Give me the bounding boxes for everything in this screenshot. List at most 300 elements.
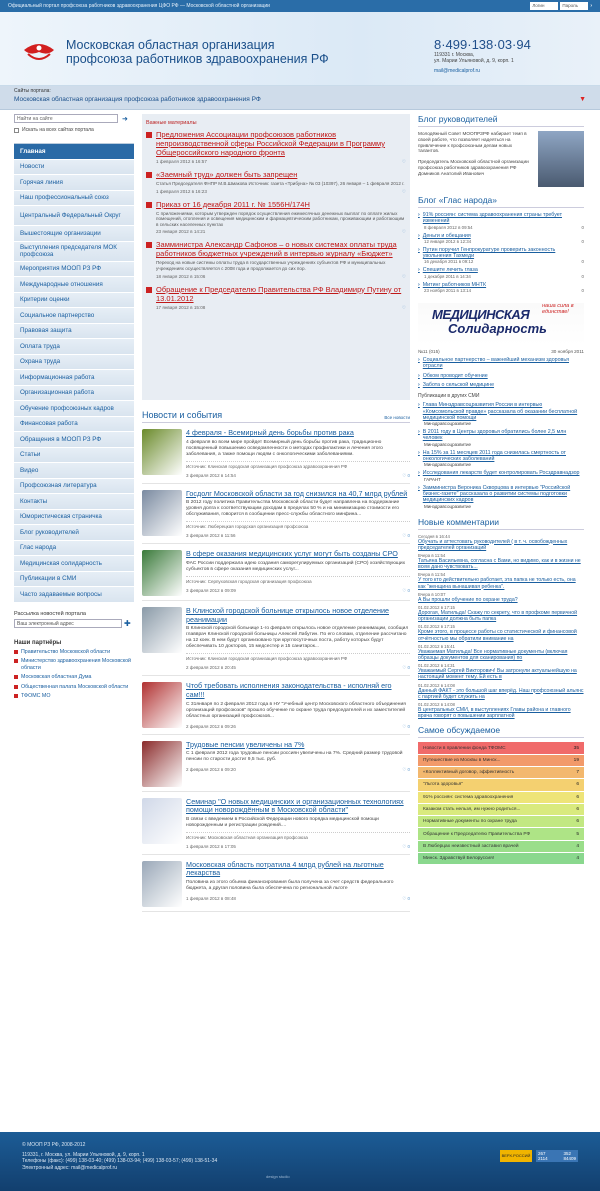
discussed-count: 6: [576, 782, 579, 788]
partner-label: Общественная палата Московской области: [21, 683, 129, 690]
arrow-icon: ›: [418, 429, 420, 436]
news-desc: 4 февраля во всем мире пройдет Всемирный день борьбы против рака, традиционно посвященный повышению осведомленности о методах профилактики и лечения этого заболевания, а также помощи людям с онкологическими заболеваниями.: [186, 439, 383, 457]
newsletter: Рассылка новостей портала Ваш электронный адрес ✚: [14, 610, 131, 628]
comment-date: Вчера в 10:07: [418, 591, 446, 597]
news-content: [186, 550, 410, 596]
important-title: Замминистра Александр Сафонов – о новых системах оплаты труда работников бюджетных учреждений в интервью журналу «Бюджет»: [156, 240, 397, 259]
important-item: [146, 170, 406, 195]
menu-item[interactable]: Оплата труда: [14, 339, 134, 355]
discussed-title: Казаком стать нельзя, им нужно родиться...: [423, 807, 521, 813]
important-meta: [156, 305, 406, 311]
menu-item[interactable]: Статьи: [14, 448, 134, 464]
arrow-icon: ›: [418, 372, 420, 379]
smi-link[interactable]: [418, 470, 584, 476]
news-date: 3 февраля 2012 в 14:54: [186, 472, 236, 478]
news-date: 2 февраля 2012 в 09:20: [186, 767, 236, 773]
union-logo-icon[interactable]: [22, 40, 56, 66]
smi-item: [418, 450, 584, 468]
glas-date: 1 декабря 2011 в 14:34: [424, 273, 471, 279]
menu-item[interactable]: Главная: [14, 144, 134, 160]
footer-email-link[interactable]: mail@medicalprof.ru: [71, 1164, 117, 1171]
search-all-checkbox[interactable]: Искать на всех сайтах портала: [14, 127, 134, 133]
smi-item: [418, 402, 584, 426]
menu-item[interactable]: Мероприятия МООП РЗ РФ: [14, 262, 134, 278]
comment-item: [418, 644, 584, 661]
smi-link[interactable]: [418, 402, 584, 421]
news-title-link[interactable]: В Клинской городской больнице открылось новое отделение реанимации: [186, 606, 389, 624]
solidarity-item: [418, 382, 584, 388]
glas-title-link[interactable]: [418, 247, 584, 260]
glas-title: Митинг работников МНТК: [422, 281, 487, 288]
important-date: 18 января 2012 в 15:06: [156, 273, 206, 279]
menu-item[interactable]: Глас народа: [14, 541, 134, 557]
important-date: 17 января 2012 в 15:08: [156, 304, 206, 310]
partner-link[interactable]: [14, 693, 134, 700]
discussed-title: «Коллективный договор, эффективность: [423, 770, 515, 776]
partner-link[interactable]: [14, 658, 134, 671]
comment-link[interactable]: Татьяна Васильевна, согласна с Вами, но видимо, как и в жизни не всем дано чувствовать...: [418, 557, 581, 571]
comment-item: [418, 553, 584, 570]
red-square-icon: [146, 172, 152, 178]
partner-link[interactable]: [14, 674, 134, 681]
news-date: 1 февраля 2012 в 08:48: [186, 895, 236, 901]
news-content: [186, 682, 410, 729]
comment-icon[interactable]: ♡: [401, 273, 406, 279]
important-materials: Важные материалы Предложения Ассоциации профсоюзов работников непроизводственной сферы Российской Федерации в Программу Общероссийского народного фронта 1 февраля 2012 в 16:57 ♡ «Заемный труд» должен быть запрещен Статья Председателя ФНПР М.В.Шмакова Источник: газета «Трибуна» № 03 (10397), 26 января – 1 февраля 2012 г. 1 февраля 2012 в 16:23 ♡ Приказ от 16 декабря 2011 г. № 1556Н/174Н С приложениями, которым утвержден порядок осуществления ежемесячных денежных выплат по оплате жилых помещений, отопления и освещения медицинским и фармацевтическим работникам, проживающим и работающим в сельских населенных пунктах 23 января 2012 в 14:21 ♡ Замминистра Александр Сафонов – о новых системах оплаты труда работников бюджетных учреждений в интервью журналу «Бюджет» Переход на новые системы оплаты труда в государственных учреждениях субъектов РФ и муниципальных учреждениях осуществляется с 2008 года и продолжается до сих пор. 18 января 2012 в 15:06 ♡ Обращение к Председателю Правительства РФ Владимиру Путину от 13.01.2012 17 января 2012 в 15:08 ♡: [142, 114, 410, 400]
news-meta: [186, 844, 410, 850]
menu-item[interactable]: Профсоюзная литература: [14, 479, 134, 495]
news-source: Источник: Люберецкая городская организация профсоюза: [186, 521, 410, 529]
discussed-count: 7: [576, 770, 579, 776]
menu-item[interactable]: Охрана труда: [14, 355, 134, 371]
counter-badge[interactable]: ВЕРХ.РОССИЙ: [500, 1150, 532, 1162]
menu-item[interactable]: Часто задаваемые вопросы: [14, 587, 134, 603]
smi-title: Публикации в других СМИ: [418, 393, 480, 400]
search-box: [14, 114, 134, 123]
news-item: [142, 490, 410, 545]
menu-item[interactable]: Блог руководителей: [14, 525, 134, 541]
important-item: [146, 285, 406, 311]
glas-item: [418, 282, 584, 293]
counter-stats[interactable]: 267 2114 352 84409: [538, 1151, 576, 1161]
important-title: Приказ от 16 декабря 2011 г. № 1556Н/174Н: [156, 199, 310, 209]
news-date: 3 февраля 2012 в 11:56: [186, 533, 236, 539]
glas-meta: [424, 259, 584, 264]
partner-link[interactable]: [14, 684, 134, 691]
menu-item[interactable]: Медицинская солидарность: [14, 556, 134, 572]
important-title-link[interactable]: [146, 200, 406, 209]
menu-item[interactable]: Информационная работа: [14, 370, 134, 386]
bullet-icon: [14, 659, 18, 663]
news-desc: С 1 февраля 2012 года трудовые пенсии россиян увеличены на 7%. Средний размер трудовой пенсии по старости достиг 9,5 тыс. руб.: [186, 751, 403, 763]
discussed-item[interactable]: [418, 853, 584, 864]
comment-link[interactable]: Уважаемая Матильда! Все нормативные документы (включая образцы документов для сканирования) по: [418, 648, 568, 661]
news-meta: [186, 533, 410, 539]
comment-icon[interactable]: ♡ 0: [402, 587, 410, 593]
glas-naroda-title[interactable]: Блог «Глас народа»: [418, 195, 584, 208]
news-thumbnail[interactable]: [142, 861, 182, 907]
discussed-item[interactable]: [418, 779, 584, 790]
left-column: [14, 114, 134, 703]
discussed-count: 5: [576, 831, 579, 837]
menu-item[interactable]: Обращения в МООП РЗ РФ: [14, 432, 134, 448]
menu-item[interactable]: Международные отношения: [14, 277, 134, 293]
news-desc: В 2012 году политика Правительства Московской области будет направлена на поддержание уровня долга к соответствующим доходам в пределах 50 % и на минимизацию стоимости его обслуживания, говорится в сообщении пресс-службы областного минфина...: [186, 500, 400, 518]
newsletter-email-input[interactable]: Ваш электронный адрес: [14, 619, 122, 628]
discussed-count: 6: [576, 807, 579, 813]
glas-title: Путин поручил Генпрокуратуре проверить законность увольнения Тахмеди: [422, 246, 556, 260]
important-date: 1 февраля 2012 в 16:23: [156, 188, 207, 194]
subscribe-plus-icon[interactable]: ✚: [124, 618, 131, 628]
search-input[interactable]: Найти на сайте: [14, 114, 118, 123]
comment-link[interactable]: Кроме этого, в процессе работы со статистической и финансовой отчётностью мы обратили внимание на: [418, 629, 577, 642]
discussed-item[interactable]: [418, 792, 584, 803]
red-square-icon: [146, 242, 152, 248]
menu-item[interactable]: Наш профессиональный союз: [14, 191, 134, 207]
important-meta: [156, 229, 406, 235]
comment-link[interactable]: Уважаемый Сергей Викторович! Вы затронули актуальнейшую на настоящий момент тему. Ей есть в: [418, 668, 577, 681]
bullet-icon: [14, 694, 18, 698]
smi-source: Минздравсоцразвитие: [424, 421, 472, 427]
discussed-item[interactable]: [418, 841, 584, 852]
important-title-link[interactable]: [146, 285, 406, 303]
news-thumbnail[interactable]: [142, 741, 182, 787]
comment-item: [418, 572, 584, 589]
menu-item[interactable]: Центральный Федеральный Округ: [14, 206, 134, 226]
menu-item[interactable]: Горячая линия: [14, 175, 134, 191]
glas-item: [418, 247, 584, 265]
menu-item[interactable]: Новости: [14, 160, 134, 176]
news-content: [186, 490, 410, 540]
comment-icon[interactable]: ♡ 0: [402, 533, 410, 539]
discussed-item[interactable]: [418, 742, 584, 753]
news-thumbnail[interactable]: [142, 490, 182, 536]
solidarity-title: Забота о сельской медицине: [422, 381, 495, 388]
smi-item: [418, 429, 584, 447]
glas-meta: [424, 225, 584, 230]
comment-date: 01.02.2012 в 17:15: [418, 624, 455, 630]
news-meta: [186, 473, 410, 479]
comment-icon[interactable]: ♡ 0: [402, 767, 410, 773]
center-column: [142, 114, 410, 912]
partner-link[interactable]: [14, 649, 134, 656]
comment-count[interactable]: 0: [581, 259, 584, 265]
most-discussed: [418, 742, 584, 864]
smi-source: Минздравсоцразвитие: [424, 462, 472, 468]
comment-link[interactable]: Данный ФАКТ - это большой шаг вперёд. Наш профсоюзный альянс с партией будет служить на: [418, 687, 584, 700]
solidarity-banner[interactable]: МЕДИЦИНСКАЯ Солидарность наша сила в единстве!: [418, 303, 584, 345]
comment-link[interactable]: А Вы прошли обучение по охране труда?: [418, 596, 518, 603]
important-item: [146, 200, 406, 236]
solidarity-item: [418, 357, 584, 370]
news-title-link[interactable]: 4 февраля - Всемирный день борьбы против рака: [186, 428, 354, 437]
comment-icon[interactable]: ♡: [401, 229, 406, 235]
news-source: Источник: Клинская городская организация профсоюза здравоохранения РФ: [186, 653, 410, 661]
smi-link[interactable]: [418, 450, 584, 463]
discussed-title: В Люберцах неизвестный заставил врачей: [423, 843, 519, 849]
arrow-icon: ›: [418, 357, 420, 364]
comment-item: [418, 605, 584, 622]
login-arrow-icon[interactable]: ›: [590, 3, 592, 9]
blog-leaders: Молодёжный Совет МООПРЗРФ набирает темп в своей работе, что позволяет надеяться на привлечение к профсоюзным делам новых талантов. Председатель Московской областной организации профсоюза работников здравоохранения РФ Домников Анатолий Иванович: [418, 131, 584, 187]
news-content: [186, 607, 410, 671]
contacts: 8·499·138·03·94 119331 г. Москва, ул. Марии Ульяновой, д. 9, корп. 1 mail@medicalprof.ru: [434, 37, 531, 74]
leader-photo[interactable]: [538, 131, 584, 187]
glas-date: 12 января 2012 в 12:34: [424, 238, 472, 244]
design-studio-label[interactable]: design studio: [266, 1174, 290, 1179]
arrow-icon: ›: [418, 267, 420, 274]
menu-item[interactable]: Критерии оценки: [14, 293, 134, 309]
discussed-count: 35: [573, 745, 579, 751]
news-title-link[interactable]: Семинар "О новых медицинских и организационных технологиях помощи новорождённым в Московской области": [186, 796, 404, 815]
arrow-icon: ›: [418, 281, 420, 288]
menu-item[interactable]: Вышестоящие организации: [14, 226, 134, 242]
email-link[interactable]: mail@medicalprof.ru: [434, 67, 480, 74]
arrow-icon: ›: [418, 470, 420, 477]
discussed-title: Путешествие из Москвы в Минск...: [423, 757, 501, 763]
solidarity-item: [418, 373, 584, 379]
red-square-icon: [146, 202, 152, 208]
menu-item[interactable]: Социальное партнерство: [14, 308, 134, 324]
discussed-title: Самое обсуждаемое: [418, 725, 584, 738]
comment-icon[interactable]: ♡: [401, 304, 406, 310]
menu-item[interactable]: Выступления председателя МОК профсоюза: [14, 242, 134, 262]
news-desc: ФАС России поддержала идею создания саморегулируемых организаций (СРО) хозяйствующих субъектов в сфере оказания медицинских услуг...: [186, 560, 406, 572]
comment-date: 01.02.2012 в 14:08: [418, 682, 455, 688]
menu-item[interactable]: Юмористическая страничка: [14, 510, 134, 526]
comment-item: [418, 624, 584, 641]
red-square-icon: [146, 132, 152, 138]
news-title-link[interactable]: Госдолг Московской области за год снизился на 40,7 млрд рублей: [186, 488, 408, 498]
discussed-count: 4: [576, 843, 579, 849]
important-item: [146, 240, 406, 279]
smi-item: [418, 470, 584, 481]
comment-count[interactable]: 0: [581, 238, 584, 244]
bullet-icon: [14, 650, 18, 654]
glas-item: [418, 212, 584, 230]
checkbox-icon[interactable]: [14, 128, 19, 133]
news-content: [186, 861, 410, 907]
solidarity-link[interactable]: [418, 373, 584, 379]
discussed-count: 6: [576, 794, 579, 800]
smi-item: [418, 485, 584, 509]
glas-item: [418, 233, 584, 244]
menu-item[interactable]: Видео: [14, 463, 134, 479]
bullet-icon: [14, 675, 18, 679]
comment-link[interactable]: В центральных СМИ, в выступлениях Главы района и главного врача говорят о повышении зарплатной: [418, 706, 571, 720]
menu-item[interactable]: Финансовая работа: [14, 417, 134, 433]
red-square-icon: [146, 287, 152, 293]
news-thumbnail[interactable]: [142, 429, 182, 475]
comment-icon[interactable]: ♡ 0: [402, 723, 410, 729]
bullet-icon: [14, 685, 18, 689]
all-news-link[interactable]: Все новости: [384, 415, 410, 420]
comment-date: Вчера в 11:54: [418, 552, 446, 558]
important-meta: [156, 274, 406, 280]
comment-link[interactable]: Обучать и аттестовать руководителей ( в т. ч. освобожденных председателей организаций: [418, 538, 568, 551]
news-source: Источник: Московская областная организация профсоюза: [186, 832, 410, 840]
glas-date: 8 февраля 2012 в 09:54: [424, 224, 473, 230]
news-source: Источник: Клинская городская организация профсоюза здравоохранения РФ: [186, 461, 410, 469]
menu-item[interactable]: Контакты: [14, 494, 134, 510]
discussed-item[interactable]: [418, 755, 584, 766]
arrow-icon: ›: [418, 484, 420, 491]
comment-icon[interactable]: ♡: [401, 159, 406, 164]
phone-number: 8·499·138·03·94: [434, 37, 531, 52]
blog-leaders-title[interactable]: Блог руководителей: [418, 114, 584, 127]
discussed-title: "Льгота здоровья": [423, 782, 463, 788]
news-meta: [186, 724, 410, 730]
important-title-link[interactable]: [146, 240, 406, 258]
news-title-link[interactable]: Чтоб требовать исполнения законодательства - исполняй его сам!!!: [186, 681, 392, 699]
news-thumbnail[interactable]: [142, 798, 182, 844]
news-meta: [186, 588, 410, 594]
right-column: [418, 114, 584, 865]
important-date: 23 января 2012 в 14:21: [156, 229, 206, 235]
important-date: 1 февраля 2012 в 16:57: [156, 159, 207, 164]
news-date: 1 февраля 2012 в 17:05: [186, 843, 236, 849]
news-desc: В связи с введением в Российской Федерации нового порядка медицинской помощи новорожденным и регистрации рождений....: [186, 816, 379, 828]
glas-title: Спешите лечить глаза: [422, 267, 478, 274]
important-title-link[interactable]: [146, 170, 406, 179]
discussed-title: Новости в правлении фонда ТФОМС: [423, 745, 506, 751]
news-desc: Половина из этого объема финансирования была получена за счет средств федерального бюджета, а другая половина была обеспечена по региональной льготе: [186, 879, 394, 891]
arrow-icon: ›: [418, 246, 420, 253]
discussed-count: 4: [576, 856, 579, 862]
discussed-title: 91% россиян: система здравоохранения: [423, 794, 514, 800]
smi-title: Исследования лекарств будет контролировать Росздравнадзор: [422, 470, 580, 477]
discussed-item[interactable]: [418, 804, 584, 815]
smi-link[interactable]: [418, 429, 584, 442]
news-thumbnail[interactable]: [142, 682, 182, 728]
glas-title-link[interactable]: [418, 212, 584, 225]
comment-icon[interactable]: ♡ 0: [402, 472, 410, 478]
main-menu: [14, 143, 134, 603]
smi-title: Замминистра Вероника Скворцова в интервью "Российской бизнес-газете" рассказала о развитии системы подготовки медицинских кадров: [422, 484, 571, 504]
important-desc: Статья Председателя ФНПР М.В.Шмакова Источник: газета «Трибуна» № 03 (10397), 26 января – 1 февраля 2012 г.: [156, 181, 405, 186]
arrow-icon: ›: [418, 232, 420, 239]
news-thumbnail[interactable]: [142, 607, 182, 653]
glas-item: [418, 267, 584, 278]
counters: [500, 1150, 578, 1162]
important-title: Предложения Ассоциации профсоюзов работников непроизводственной сферы Российской Федерации в Программу Общероссийского народного фронта: [156, 130, 386, 157]
discussed-title: Нормативные документы по охране труда: [423, 819, 517, 825]
news-meta: [186, 896, 410, 902]
smi-source: Минздравсоцразвитие: [424, 503, 472, 509]
comment-item: [418, 663, 584, 680]
comment-date: Сегодня в 16:44: [418, 533, 450, 539]
discussed-title: Обращение к Председателю Правительства РФ: [423, 831, 531, 837]
news-item: [142, 682, 410, 734]
news-content: [186, 798, 410, 850]
smi-link[interactable]: [418, 485, 584, 504]
solidarity-link[interactable]: [418, 357, 584, 370]
comment-item: [418, 702, 584, 719]
portal-site-selector: Сайты портала: Московская областная организация профсоюза работников здравоохранения РФ ▼: [0, 86, 600, 110]
password-input[interactable]: Пароль: [560, 2, 588, 10]
important-meta: [156, 189, 406, 195]
important-title-link[interactable]: [146, 130, 406, 157]
glas-date: 16 декабря 2011 в 09:12: [424, 259, 474, 265]
discussed-count: 19: [573, 757, 579, 763]
news-item: [142, 861, 410, 912]
news-content: [186, 741, 410, 787]
portal-caption: Официальный портал профсоюза работников здравоохранения ЦФО РФ — Московской областной организации: [8, 3, 270, 9]
important-desc: С приложениями, которым утвержден порядок осуществления ежемесячных денежных выплат по оплате жилых помещений, отопления и освещения медицинским и фармацевтическим работникам, проживающим и работающим в сельских населенных пунктах: [156, 210, 405, 227]
important-item: [146, 130, 406, 165]
menu-item[interactable]: Правовая защита: [14, 324, 134, 340]
site-select[interactable]: Московская областная организация профсоюза работников здравоохранения РФ ▼: [14, 96, 586, 103]
menu-item[interactable]: Обучение профсоюзных кадров: [14, 401, 134, 417]
discussed-count: 6: [576, 819, 579, 825]
news-thumbnail[interactable]: [142, 550, 182, 596]
comment-date: Вчера в 11:54: [418, 572, 446, 578]
comment-icon[interactable]: ♡: [401, 188, 406, 194]
login-form: [530, 2, 592, 10]
news-title-link[interactable]: Трудовые пенсии увеличены на 7%: [186, 739, 305, 749]
glas-date: 23 ноября 2011 в 13:14: [424, 288, 472, 294]
comment-link[interactable]: У того кто действительно работает, эта папка не только есть, она как "женщина вынашивая ребенка".: [418, 577, 576, 590]
partner-label: Правительство Московской области: [21, 648, 111, 655]
news-title-link[interactable]: Московская область потратила 4 млрд рублей на льготные лекарства: [186, 859, 384, 878]
partners: Наши партнёры Правительство Московской области Министерство здравоохранения Московской области Московская областная Дума Общественная палата Московской области ТФОМС МО: [14, 640, 134, 700]
comment-count[interactable]: 0: [581, 224, 584, 230]
solidarity-title: Обком проводит обучение: [422, 372, 488, 379]
news-source: Источник: Серпуховская городская организация профсоюза: [186, 576, 410, 584]
header: [0, 12, 600, 86]
news-item: [142, 607, 410, 676]
solidarity-link[interactable]: [418, 382, 584, 388]
important-desc: Переход на новые системы оплаты труда в государственных учреждениях субъектов РФ и муниципальных учреждениях осуществляется с 2008 года и продолжается до сих пор.: [156, 260, 386, 271]
discussed-item[interactable]: [418, 816, 584, 827]
important-meta: [156, 159, 406, 165]
discussed-title: Минск. Здравствуй Белоруссия!: [423, 856, 495, 862]
footer: © МООП РЗ РФ, 2008-2012 119331, г. Москва, ул. Марии Ульяновой, д. 9, корп. 1 Телефоны (факс): (499) 138-03-40; (499) 138-03-94; (499) 138-03-57; (499) 138-51-34 Электронный адрес: mail@medicalprof.ru design studio ВЕРХ.РОССИЙ 267 2114 352 84409: [0, 1132, 600, 1191]
partner-label: Московская областная Дума: [21, 674, 92, 680]
arrow-icon: ›: [418, 212, 420, 218]
login-input[interactable]: Логин: [530, 2, 558, 10]
comment-icon[interactable]: ♡ 0: [402, 895, 410, 901]
partner-label: ТФОМС МО: [21, 693, 51, 699]
smi-source: ГАРАНТ: [424, 476, 441, 482]
search-go-icon[interactable]: ➜: [122, 115, 128, 123]
issue-info: №11 (015) 30 ноября 2011: [418, 349, 584, 355]
news-title-link[interactable]: В сфере оказания медицинских услуг могут быть созданы СРО: [186, 549, 398, 559]
comment-icon[interactable]: ♡ 0: [402, 843, 410, 849]
menu-item[interactable]: Организационная работа: [14, 386, 134, 402]
comment-item: [418, 592, 584, 603]
comments-title: Новые комментарии: [418, 517, 584, 530]
smi-title: В 2011 году в Центры здоровья обратились более 2,5 млн человек: [422, 429, 567, 442]
discussed-item[interactable]: [418, 767, 584, 778]
smi-title: Глава Минздравсоцразвития России в интервью «Комсомольской правде» рассказала об оказании бесплатной медицинской помощи: [422, 402, 578, 421]
discussed-item[interactable]: [418, 828, 584, 839]
solidarity-title: Социальное партнерство – важнейший механизм здоровья отрасли: [422, 357, 569, 370]
comment-count[interactable]: 0: [581, 288, 584, 294]
comment-link[interactable]: Дорогая, Матильда! Скажу по секрету, что в профкоме первичной организации должна быть папка: [418, 609, 578, 623]
comment-icon[interactable]: ♡ 0: [402, 665, 410, 671]
smi-source: Минздравсоцразвитие: [424, 441, 472, 447]
site-title[interactable]: Московская областная организация профсоюза работников здравоохранения РФ: [66, 38, 329, 66]
smi-title: На 15% за 11 месяцев 2011 года снизилась смертность от онкологических заболеваний: [422, 449, 566, 463]
news-content: [186, 429, 410, 479]
news-item: [142, 741, 410, 792]
menu-item[interactable]: Публикации в СМИ: [14, 572, 134, 588]
news-meta: [186, 767, 410, 773]
glas-meta: [424, 274, 584, 279]
comment-count[interactable]: 0: [581, 273, 584, 279]
dropdown-arrow-icon[interactable]: ▼: [579, 96, 586, 103]
